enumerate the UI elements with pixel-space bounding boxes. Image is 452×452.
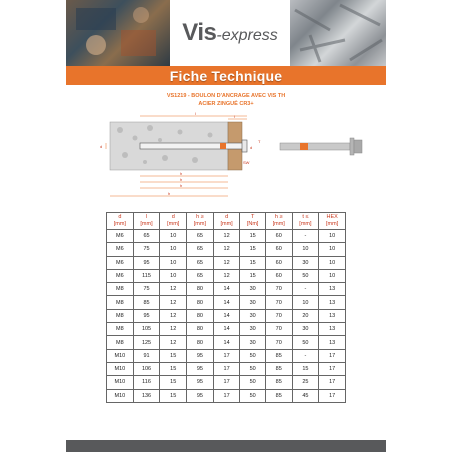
- table-cell: 12: [160, 283, 187, 296]
- table-cell: 105: [133, 323, 160, 336]
- table-cell: 15: [240, 230, 265, 243]
- table-cell: M8: [107, 323, 134, 336]
- table-cell: 80: [187, 296, 214, 309]
- table-cell: 14: [213, 323, 240, 336]
- table-cell: 70: [265, 283, 292, 296]
- table-cell: 17: [213, 362, 240, 375]
- table-cell: 14: [213, 336, 240, 349]
- table-cell: 30: [240, 283, 265, 296]
- column-header-line: [mm]: [326, 221, 339, 227]
- product-title-line1: VS1219 - BOULON D'ANCRAGE AVEC VIS TH: [166, 93, 286, 99]
- table-cell: 80: [187, 309, 214, 322]
- table-cell: 30: [240, 296, 265, 309]
- table-cell: 10: [319, 230, 346, 243]
- column-header-line: [mm]: [193, 221, 207, 227]
- table-cell: 50: [240, 349, 265, 362]
- table-cell: 12: [160, 336, 187, 349]
- table-cell: 10: [292, 243, 319, 256]
- table-cell: 50: [240, 376, 265, 389]
- screws-photo: [290, 0, 386, 66]
- column-header-line: [mm]: [140, 221, 153, 227]
- column-header: [213, 213, 240, 230]
- table-cell: 10: [160, 230, 187, 243]
- table-cell: 95: [133, 309, 160, 322]
- column-header-line: h ≥: [274, 214, 283, 220]
- table-cell: 14: [213, 309, 240, 322]
- table-cell: 136: [133, 389, 160, 402]
- anchor-sleeve: [140, 143, 245, 149]
- table-cell: 85: [265, 362, 292, 375]
- table-cell: 15: [240, 256, 265, 269]
- table-cell: 10: [319, 269, 346, 282]
- table-cell: 12: [160, 309, 187, 322]
- workshop-photo: [66, 0, 170, 66]
- table-cell: 80: [187, 283, 214, 296]
- table-cell: 30: [240, 336, 265, 349]
- table-cell: 80: [187, 336, 214, 349]
- hef-label: h: [180, 171, 183, 176]
- column-header-line: [mm]: [299, 221, 312, 227]
- table-cell: M6: [107, 230, 134, 243]
- hnom-label: h: [180, 177, 183, 182]
- table-cell: 17: [213, 389, 240, 402]
- table-row: [107, 230, 346, 243]
- table-cell: 115: [133, 269, 160, 282]
- table-cell: 60: [265, 269, 292, 282]
- column-header: [133, 213, 160, 230]
- table-cell: M10: [107, 376, 134, 389]
- table-cell: 17: [319, 362, 346, 375]
- table-cell: 10: [292, 296, 319, 309]
- table-cell: -: [292, 349, 319, 362]
- table-cell: 10: [319, 243, 346, 256]
- column-header: [265, 213, 292, 230]
- table-cell: M8: [107, 309, 134, 322]
- header: [66, 0, 386, 84]
- table-cell: -: [292, 283, 319, 296]
- table-cell: 20: [292, 309, 319, 322]
- table-cell: 15: [240, 269, 265, 282]
- table-cell: 13: [319, 283, 346, 296]
- table-cell: 95: [187, 389, 214, 402]
- table-cell: 25: [292, 376, 319, 389]
- column-header: [292, 213, 319, 230]
- table-cell: 50: [292, 336, 319, 349]
- table-cell: 50: [292, 269, 319, 282]
- table-cell: 75: [133, 283, 160, 296]
- column-header: [160, 213, 187, 230]
- hmin-label: h: [168, 191, 171, 196]
- table-cell: 13: [319, 336, 346, 349]
- spec-table: [106, 212, 346, 403]
- table-cell: 91: [133, 349, 160, 362]
- table-row: [107, 389, 346, 402]
- table-cell: 70: [265, 336, 292, 349]
- table-cell: 17: [319, 389, 346, 402]
- table-cell: 106: [133, 362, 160, 375]
- table-row: [107, 269, 346, 282]
- table-cell: 10: [160, 269, 187, 282]
- table-cell: 14: [213, 283, 240, 296]
- table-row: [107, 336, 346, 349]
- product-title: [66, 92, 386, 108]
- footer-bar: [66, 440, 386, 452]
- table-row: [107, 376, 346, 389]
- table-cell: 95: [187, 362, 214, 375]
- table-cell: 10: [160, 243, 187, 256]
- table-row: [107, 323, 346, 336]
- column-header-line: h ≥: [196, 214, 204, 220]
- table-cell: 30: [292, 256, 319, 269]
- sw-label: SW: [243, 160, 250, 165]
- column-header-line: d: [171, 214, 175, 220]
- table-cell: 50: [240, 362, 265, 375]
- table-cell: 65: [133, 230, 160, 243]
- technical-drawing: [100, 110, 380, 205]
- table-cell: 85: [265, 376, 292, 389]
- column-header-line: [mm]: [220, 221, 233, 227]
- table-cell: M6: [107, 256, 134, 269]
- table-cell: 60: [265, 243, 292, 256]
- table-cell: M8: [107, 296, 134, 309]
- h0-label: h: [180, 183, 183, 188]
- lf-label: l: [195, 111, 196, 116]
- column-header-line: [mm]: [167, 221, 180, 227]
- column-header-line: T: [250, 214, 255, 220]
- d1-label: d: [250, 145, 253, 150]
- table-cell: M10: [107, 389, 134, 402]
- table-cell: 70: [265, 296, 292, 309]
- table-cell: 65: [187, 243, 214, 256]
- table-cell: 45: [292, 389, 319, 402]
- table-cell: 17: [319, 349, 346, 362]
- column-header-line: [mm]: [113, 221, 126, 227]
- logo: [170, 0, 290, 66]
- table-cell: -: [292, 230, 319, 243]
- table-cell: 15: [160, 349, 187, 362]
- table-cell: 15: [160, 376, 187, 389]
- column-header-line: d: [118, 214, 122, 220]
- table-cell: 85: [265, 349, 292, 362]
- table-cell: M10: [107, 349, 134, 362]
- table-cell: M10: [107, 362, 134, 375]
- table-row: [107, 283, 346, 296]
- column-header-line: l: [145, 214, 148, 220]
- logo-main: Vis: [182, 19, 217, 46]
- table-cell: 125: [133, 336, 160, 349]
- table-cell: 13: [319, 323, 346, 336]
- table-cell: 50: [240, 389, 265, 402]
- column-header: [240, 213, 265, 230]
- column-header-line: [mm]: [272, 221, 285, 227]
- column-header: [187, 213, 214, 230]
- table-cell: 65: [187, 256, 214, 269]
- table-cell: 17: [319, 376, 346, 389]
- anchor-ring: [220, 143, 226, 149]
- lfix-label: l: [234, 114, 235, 119]
- table-cell: 12: [213, 230, 240, 243]
- table-cell: 12: [160, 323, 187, 336]
- table-cell: 17: [213, 349, 240, 362]
- table-row: [107, 256, 346, 269]
- table-row: [107, 243, 346, 256]
- table-cell: 17: [213, 376, 240, 389]
- table-cell: 13: [319, 309, 346, 322]
- table-cell: M8: [107, 283, 134, 296]
- table-cell: 85: [133, 296, 160, 309]
- product-title-line2: ACIER ZINGUÉ CR3+: [198, 101, 254, 107]
- column-header-line: d: [225, 214, 229, 220]
- table-row: [107, 296, 346, 309]
- table-cell: 12: [213, 269, 240, 282]
- d0-label: d: [100, 144, 103, 149]
- table-cell: 15: [160, 389, 187, 402]
- column-header: [107, 213, 134, 230]
- table-cell: 12: [213, 243, 240, 256]
- table-cell: 95: [187, 349, 214, 362]
- table-row: [107, 349, 346, 362]
- banner-title: Fiche Technique: [169, 67, 283, 84]
- table-cell: 14: [213, 296, 240, 309]
- table-cell: 30: [240, 309, 265, 322]
- table-cell: 15: [240, 243, 265, 256]
- column-header-line: [Nm]: [246, 221, 259, 227]
- table-header-row: [107, 213, 346, 230]
- table-cell: 12: [160, 296, 187, 309]
- table-cell: 12: [213, 256, 240, 269]
- anchor-bolt-photo: [280, 138, 362, 155]
- table-cell: 85: [265, 389, 292, 402]
- table-cell: 30: [292, 323, 319, 336]
- table-row: [107, 309, 346, 322]
- table-cell: 65: [187, 269, 214, 282]
- table-cell: 70: [265, 309, 292, 322]
- column-header-line: HEX: [326, 214, 338, 220]
- table-cell: 10: [319, 256, 346, 269]
- table-cell: 95: [187, 376, 214, 389]
- table-cell: 15: [292, 362, 319, 375]
- table-cell: M8: [107, 336, 134, 349]
- table-cell: 60: [265, 230, 292, 243]
- table-cell: 116: [133, 376, 160, 389]
- table-cell: 10: [160, 256, 187, 269]
- tinst-label: T: [258, 139, 261, 144]
- logo-suffix: -express: [216, 27, 278, 44]
- table-cell: 95: [133, 256, 160, 269]
- table-cell: 75: [133, 243, 160, 256]
- table-cell: 15: [160, 362, 187, 375]
- table-cell: M6: [107, 243, 134, 256]
- anchor-head: [242, 140, 247, 152]
- table-cell: 30: [240, 323, 265, 336]
- table-cell: M6: [107, 269, 134, 282]
- column-header-line: t ≤: [302, 214, 309, 220]
- table-cell: 65: [187, 230, 214, 243]
- table-cell: 13: [319, 296, 346, 309]
- table-cell: 80: [187, 323, 214, 336]
- column-header: [319, 213, 346, 230]
- table-row: [107, 362, 346, 375]
- table-cell: 60: [265, 256, 292, 269]
- table-cell: 70: [265, 323, 292, 336]
- banner: [66, 66, 386, 85]
- product-sheet: [66, 0, 386, 452]
